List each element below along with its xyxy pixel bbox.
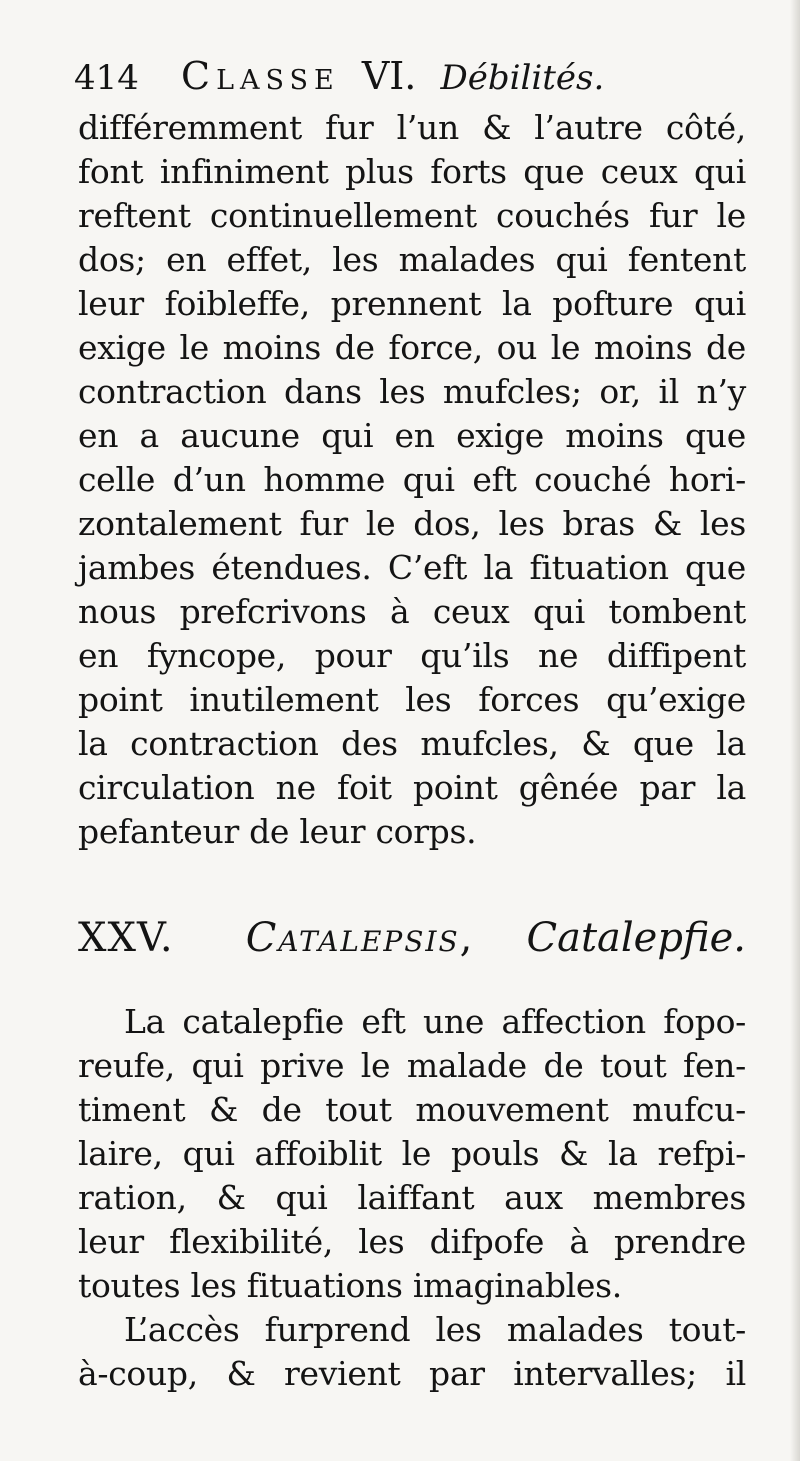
text-line: pefanteur de leur corps. (78, 812, 477, 851)
latin-term: Catalepsis (245, 915, 460, 961)
section-heading (78, 908, 746, 968)
paragraph-definition (78, 1000, 746, 1396)
french-term: Catalepfie. (526, 915, 747, 961)
text-line: en fyncope, pour qu’ils ne diffipent (78, 636, 746, 675)
text-line: circulation ne foit point gênée par la (78, 768, 746, 807)
text-line: timent & de tout mouvement mufcu- (78, 1090, 746, 1129)
text-line: toutes les fituations imaginables. (78, 1266, 622, 1305)
text-line: zontalement fur le dos, les bras & les (78, 504, 746, 543)
text-line: leur flexibilité, les difpofe à prendre (78, 1222, 746, 1261)
classe-number: VI. (361, 54, 417, 98)
text-line: jambes étendues. C’eft la fituation que (78, 548, 746, 587)
section-number: XXV. (78, 915, 174, 961)
text-line: font infiniment plus forts que ceux qui (78, 152, 746, 191)
page-edge-shadow (790, 0, 800, 1461)
heading-separator: , (459, 915, 473, 961)
text-line: L’accès furprend les malades tout- (124, 1310, 746, 1349)
text-line: laire, qui affoiblit le pouls & la refpi- (78, 1134, 746, 1173)
text-line: point inutilement les forces qu’exige (78, 680, 746, 719)
text-line: La catalepfie eft une affection fopo- (124, 1002, 746, 1041)
text-line: exige le moins de force, ou le moins de (78, 328, 746, 367)
text-line: en a aucune qui en exige moins que (78, 416, 746, 455)
text-line: reftent continuellement couchés fur le (78, 196, 746, 235)
text-line: dos; en effet, les malades qui fentent (78, 240, 746, 279)
page-number: 414 (74, 58, 139, 98)
text-line: la contraction des mufcles, & que la (78, 724, 746, 763)
section-title: Débilités. (440, 58, 605, 98)
text-line: ration, & qui laiffant aux membres (78, 1178, 746, 1217)
text-line: différemment fur l’un & l’autre côté, (78, 108, 746, 147)
text-line: leur foibleffe, prennent la pofture qui (78, 284, 746, 323)
text-line: à-coup, & revient par intervalles; il (78, 1354, 746, 1393)
text-line: celle d’un homme qui eft couché hori- (78, 460, 746, 499)
running-head (74, 46, 754, 106)
text-line: nous prefcrivons à ceux qui tombent (78, 592, 746, 631)
paragraph-continuation (78, 106, 746, 854)
classe-label: Classe (181, 54, 340, 98)
text-line: contraction dans les mufcles; or, il n’y (78, 372, 746, 411)
text-line: reufe, qui prive le malade de tout fen- (78, 1046, 746, 1085)
